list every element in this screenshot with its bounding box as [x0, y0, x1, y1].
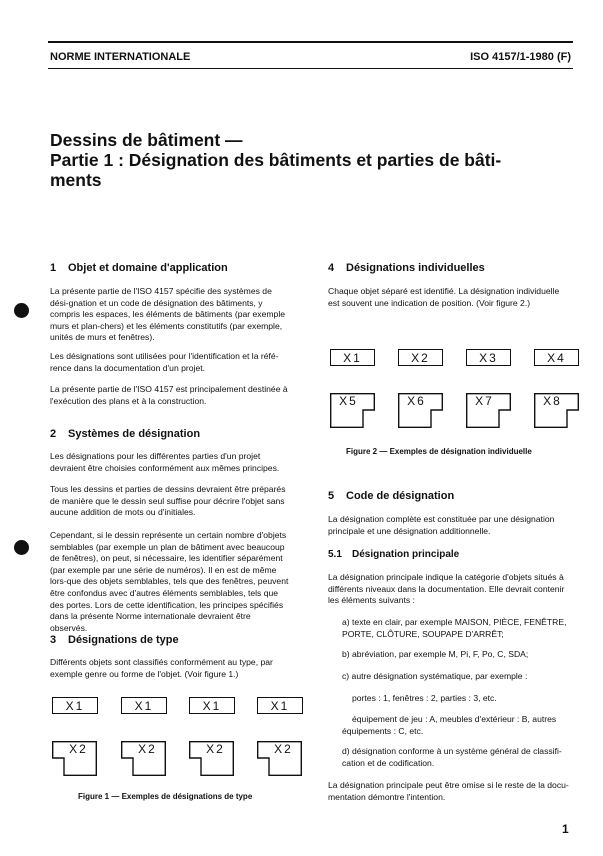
fig2-id-box: X1 [330, 349, 375, 366]
fig2-id-box: X2 [398, 349, 443, 366]
list-item-c: c) autre désignation systématique, par exemple : [342, 671, 528, 681]
fig1-type-box: X1 [52, 697, 98, 714]
section-2-para-1: Les désignations pour les différentes parties d'un projet devraient être choisies conformément aux mêmes principes. [50, 451, 280, 473]
list-item-b: b) abréviation, par exemple M, Pi, F, Po, C, SDA; [342, 649, 529, 659]
fig1-l-shape: X2 [189, 741, 234, 776]
header-rule-top [48, 41, 573, 43]
section-1-para-2: Les désignations sont utilisées pour l'identification et la réfé-rence dans la documentation d'un projet. [50, 351, 279, 373]
section-1-heading: 1 Objet et domaine d'application [50, 262, 228, 274]
section-5-1-heading: 5.1 Désignation principale [328, 549, 460, 560]
fig1-type-box: X1 [121, 697, 167, 714]
list-item-d: d) désignation conforme à un système général de classifi-cation et de codification. [342, 746, 562, 768]
list-item-c-example-1: portes : 1, fenêtres : 2, parties : 3, etc. [352, 693, 497, 703]
fig1-type-box: X1 [257, 697, 303, 714]
list-item-c-example-2: équipement de jeu : A, meubles d'extérieur : B, autres équipements : C, etc. [342, 714, 557, 736]
section-5-para-1: La désignation complète est constituée par une désignation principale et une désignation additionnelle. [328, 514, 555, 536]
page-number: 1 [562, 822, 569, 836]
list-item-a: a) texte en clair, par exemple MAISON, PIÈCE, FENÊTRE, PORTE, CLÔTURE, SOUPAPE D'ARRÊT; [342, 617, 567, 639]
page-title: Dessins de bâtiment — Partie 1 : Désignation des bâtiments et parties de bâti- ments [50, 130, 502, 190]
fig1-l-shape: X2 [121, 741, 166, 776]
section-1-para-1: La présente partie de l'ISO 4157 spécifie des systèmes de dési-gnation et un code de désignation des bâtiments, y compris les espaces, les éléments de bâtiments (par exemple murs et plan-chers) et les éléments constitutifs (par exemple, unités de murs et fenêtres). [50, 286, 286, 343]
section-4-heading: 4 Désignations individuelles [328, 262, 485, 274]
section-3-heading: 3 Désignations de type [50, 634, 179, 646]
fig1-type-box: X1 [189, 697, 235, 714]
figure-1-caption: Figure 1 — Exemples de désignations de type [78, 792, 253, 801]
figure-2-caption: Figure 2 — Exemples de désignation individuelle [346, 447, 532, 456]
section-2-para-2: Tous les dessins et parties de dessins devraient être préparés de manière que le dessin seul suffise pour décrire l'objet sans aucune addition de mots ou d'initiales. [50, 484, 286, 518]
fig2-id-box: X4 [534, 349, 579, 366]
fig2-l-shape: X5 [330, 393, 375, 428]
header-left: NORME INTERNATIONALE [50, 51, 191, 63]
fig1-l-shape: X2 [52, 741, 97, 776]
section-1-para-3: La présente partie de l'ISO 4157 est principalement destinée à l'exécution des plans et à la construction. [50, 384, 288, 406]
section-5-1-para-1: La désignation principale indique la catégorie d'objets situés à différents niveaux dans la documentation. Elle devrait contenir les éléments suivants : [328, 572, 565, 606]
fig2-l-shape: X8 [534, 393, 579, 428]
fig2-id-box: X3 [466, 349, 511, 366]
header-rule-bottom [48, 68, 573, 69]
section-5-1-para-2: La désignation principale peut être omise si le reste de la docu-mentation démontre l'intention. [328, 780, 569, 802]
section-3-para-1: Différents objets sont classifiés conformément au type, par exemple genre ou forme de l'objet. (Voir figure 1.) [50, 657, 273, 679]
change-bullet [14, 540, 29, 555]
section-2-para-3: Cependant, si le dessin représente un certain nombre d'objets semblables (par exemple un plan de bâtiment avec beaucoup de fenêtres), on peut, si nécessaire, les identifier séparément (par exemple par une série de numéros). Il en est de même lors-que des objets semblables, tels que des fenêtres, peuvent être confondus avec d'autres éléments semblables, tels que des portes. Lors de cette identification, les principes spécifiés dans la présente Norme internationale devraient être observés. [50, 530, 289, 633]
change-bullet [14, 303, 29, 318]
fig1-l-shape: X2 [257, 741, 302, 776]
header-right: ISO 4157/1-1980 (F) [470, 51, 571, 63]
section-2-heading: 2 Systèmes de désignation [50, 428, 201, 440]
fig2-l-shape: X6 [398, 393, 443, 428]
fig2-l-shape: X7 [466, 393, 511, 428]
section-5-heading: 5 Code de désignation [328, 490, 455, 502]
section-4-para-1: Chaque objet séparé est identifié. La désignation individuelle est souvent une indication de position. (Voir figure 2.) [328, 286, 560, 308]
